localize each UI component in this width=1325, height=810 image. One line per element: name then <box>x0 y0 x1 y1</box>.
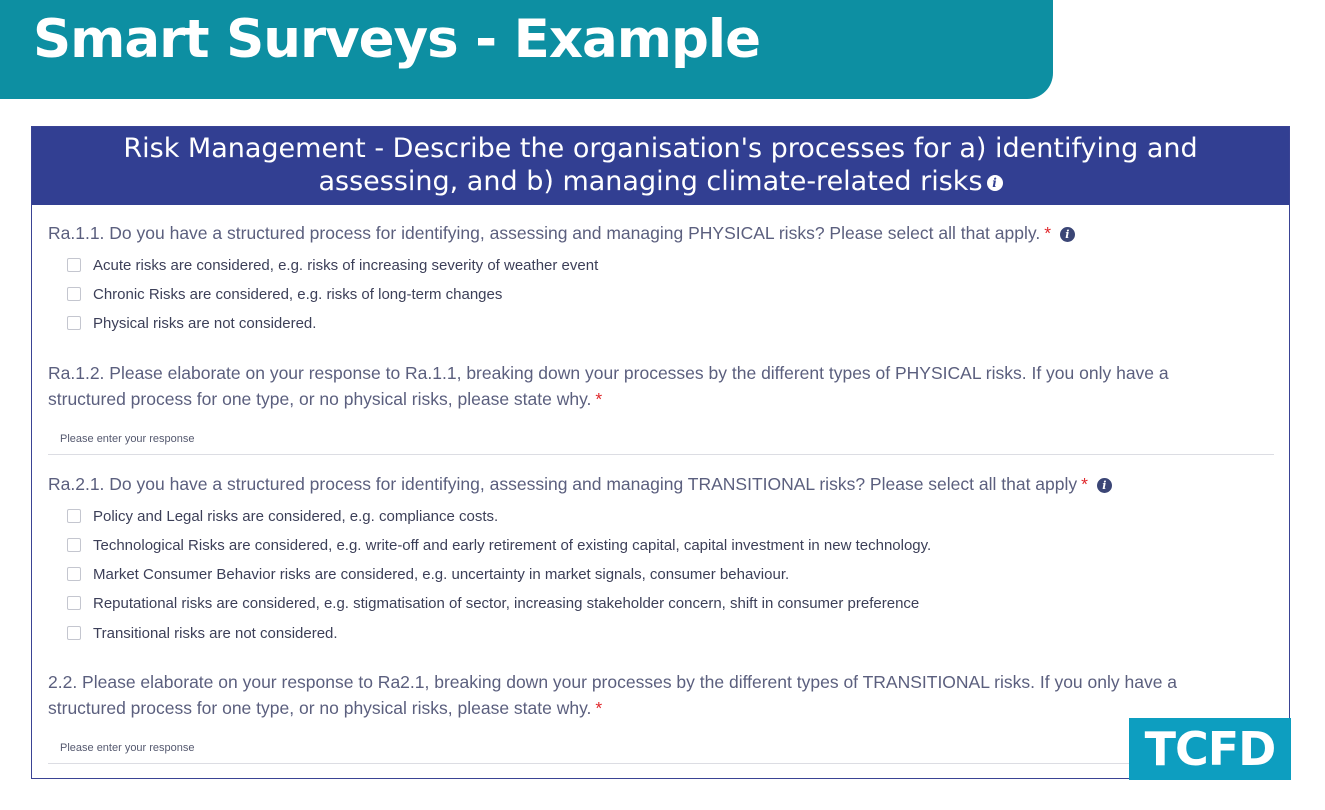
title-banner <box>0 0 1053 99</box>
question-text: Ra.2.1. Do you have a structured process for identifying, assessing and managing TRANSITIONAL risks? Please select all that apply <box>48 474 1078 494</box>
option-policy-legal-risks[interactable] <box>67 506 498 526</box>
option-label: Reputational risks are considered, e.g. stigmatisation of sector, increasing stakeholder concern, shift in consumer preference <box>93 594 920 612</box>
tcfd-logo <box>1129 718 1291 780</box>
logo-text: TCFD <box>1144 722 1276 776</box>
option-chronic-risks[interactable] <box>67 284 502 304</box>
option-label: Technological Risks are considered, e.g. write-off and early retirement of existing capital, capital investment in new technology. <box>93 536 932 554</box>
checkbox[interactable] <box>67 258 81 272</box>
checkbox[interactable] <box>67 509 81 523</box>
question-2-2 <box>48 669 1238 721</box>
question-text: Ra.1.1. Do you have a structured process for identifying, assessing and managing PHYSICAL risks? Please select all that apply. <box>48 223 1041 243</box>
option-label: Chronic Risks are considered, e.g. risks of long-term changes <box>93 285 503 303</box>
option-label: Policy and Legal risks are considered, e.g. compliance costs. <box>93 507 499 525</box>
info-circle-icon[interactable]: i <box>987 175 1003 191</box>
checkbox[interactable] <box>67 538 81 552</box>
option-label: Physical risks are not considered. <box>93 314 317 332</box>
question-text: Ra.1.2. Please elaborate on your response to Ra.1.1, breaking down your processes by the different types of PHYSICAL risks. If you only have a structured process for one type, or no physical risks, please state why. <box>48 363 1169 409</box>
option-acute-risks[interactable] <box>67 255 598 275</box>
checkbox[interactable] <box>67 316 81 330</box>
checkbox[interactable] <box>67 596 81 610</box>
option-physical-not-considered[interactable] <box>67 313 316 333</box>
option-technological-risks[interactable] <box>67 535 931 555</box>
question-text: 2.2. Please elaborate on your response to Ra2.1, breaking down your processes by the different types of TRANSITIONAL risks. If you only have a structured process for one type, or no physical risks, please state why. <box>48 672 1178 718</box>
required-marker: * <box>595 389 603 409</box>
survey-panel <box>31 126 1290 779</box>
question-ra-1-1 <box>48 220 1238 246</box>
checkbox[interactable] <box>67 626 81 640</box>
option-label: Market Consumer Behavior risks are considered, e.g. uncertainty in market signals, consumer behaviour. <box>93 565 790 583</box>
section-title: Risk Management - Describe the organisation's processes for a) identifying and assessing, and b) managing climate-related risks <box>123 133 1198 197</box>
checkbox[interactable] <box>67 567 81 581</box>
info-circle-icon[interactable]: i <box>1097 478 1112 493</box>
required-marker: * <box>1044 223 1051 243</box>
required-marker: * <box>595 698 603 718</box>
page-title: Smart Surveys - Example <box>33 9 761 70</box>
question-ra-1-2 <box>48 360 1238 412</box>
checkbox[interactable] <box>67 287 81 301</box>
response-input-ra-1-2[interactable] <box>48 428 1274 455</box>
question-ra-2-1 <box>48 471 1238 497</box>
info-circle-icon[interactable]: i <box>1060 227 1075 242</box>
option-market-risks[interactable] <box>67 564 789 584</box>
option-label: Acute risks are considered, e.g. risks of increasing severity of weather event <box>93 256 599 274</box>
option-transitional-not-considered[interactable] <box>67 623 338 643</box>
response-input-2-2[interactable] <box>48 737 1274 764</box>
section-header <box>32 127 1289 205</box>
option-label: Transitional risks are not considered. <box>93 624 338 642</box>
required-marker: * <box>1081 474 1088 494</box>
option-reputational-risks[interactable] <box>67 593 919 613</box>
